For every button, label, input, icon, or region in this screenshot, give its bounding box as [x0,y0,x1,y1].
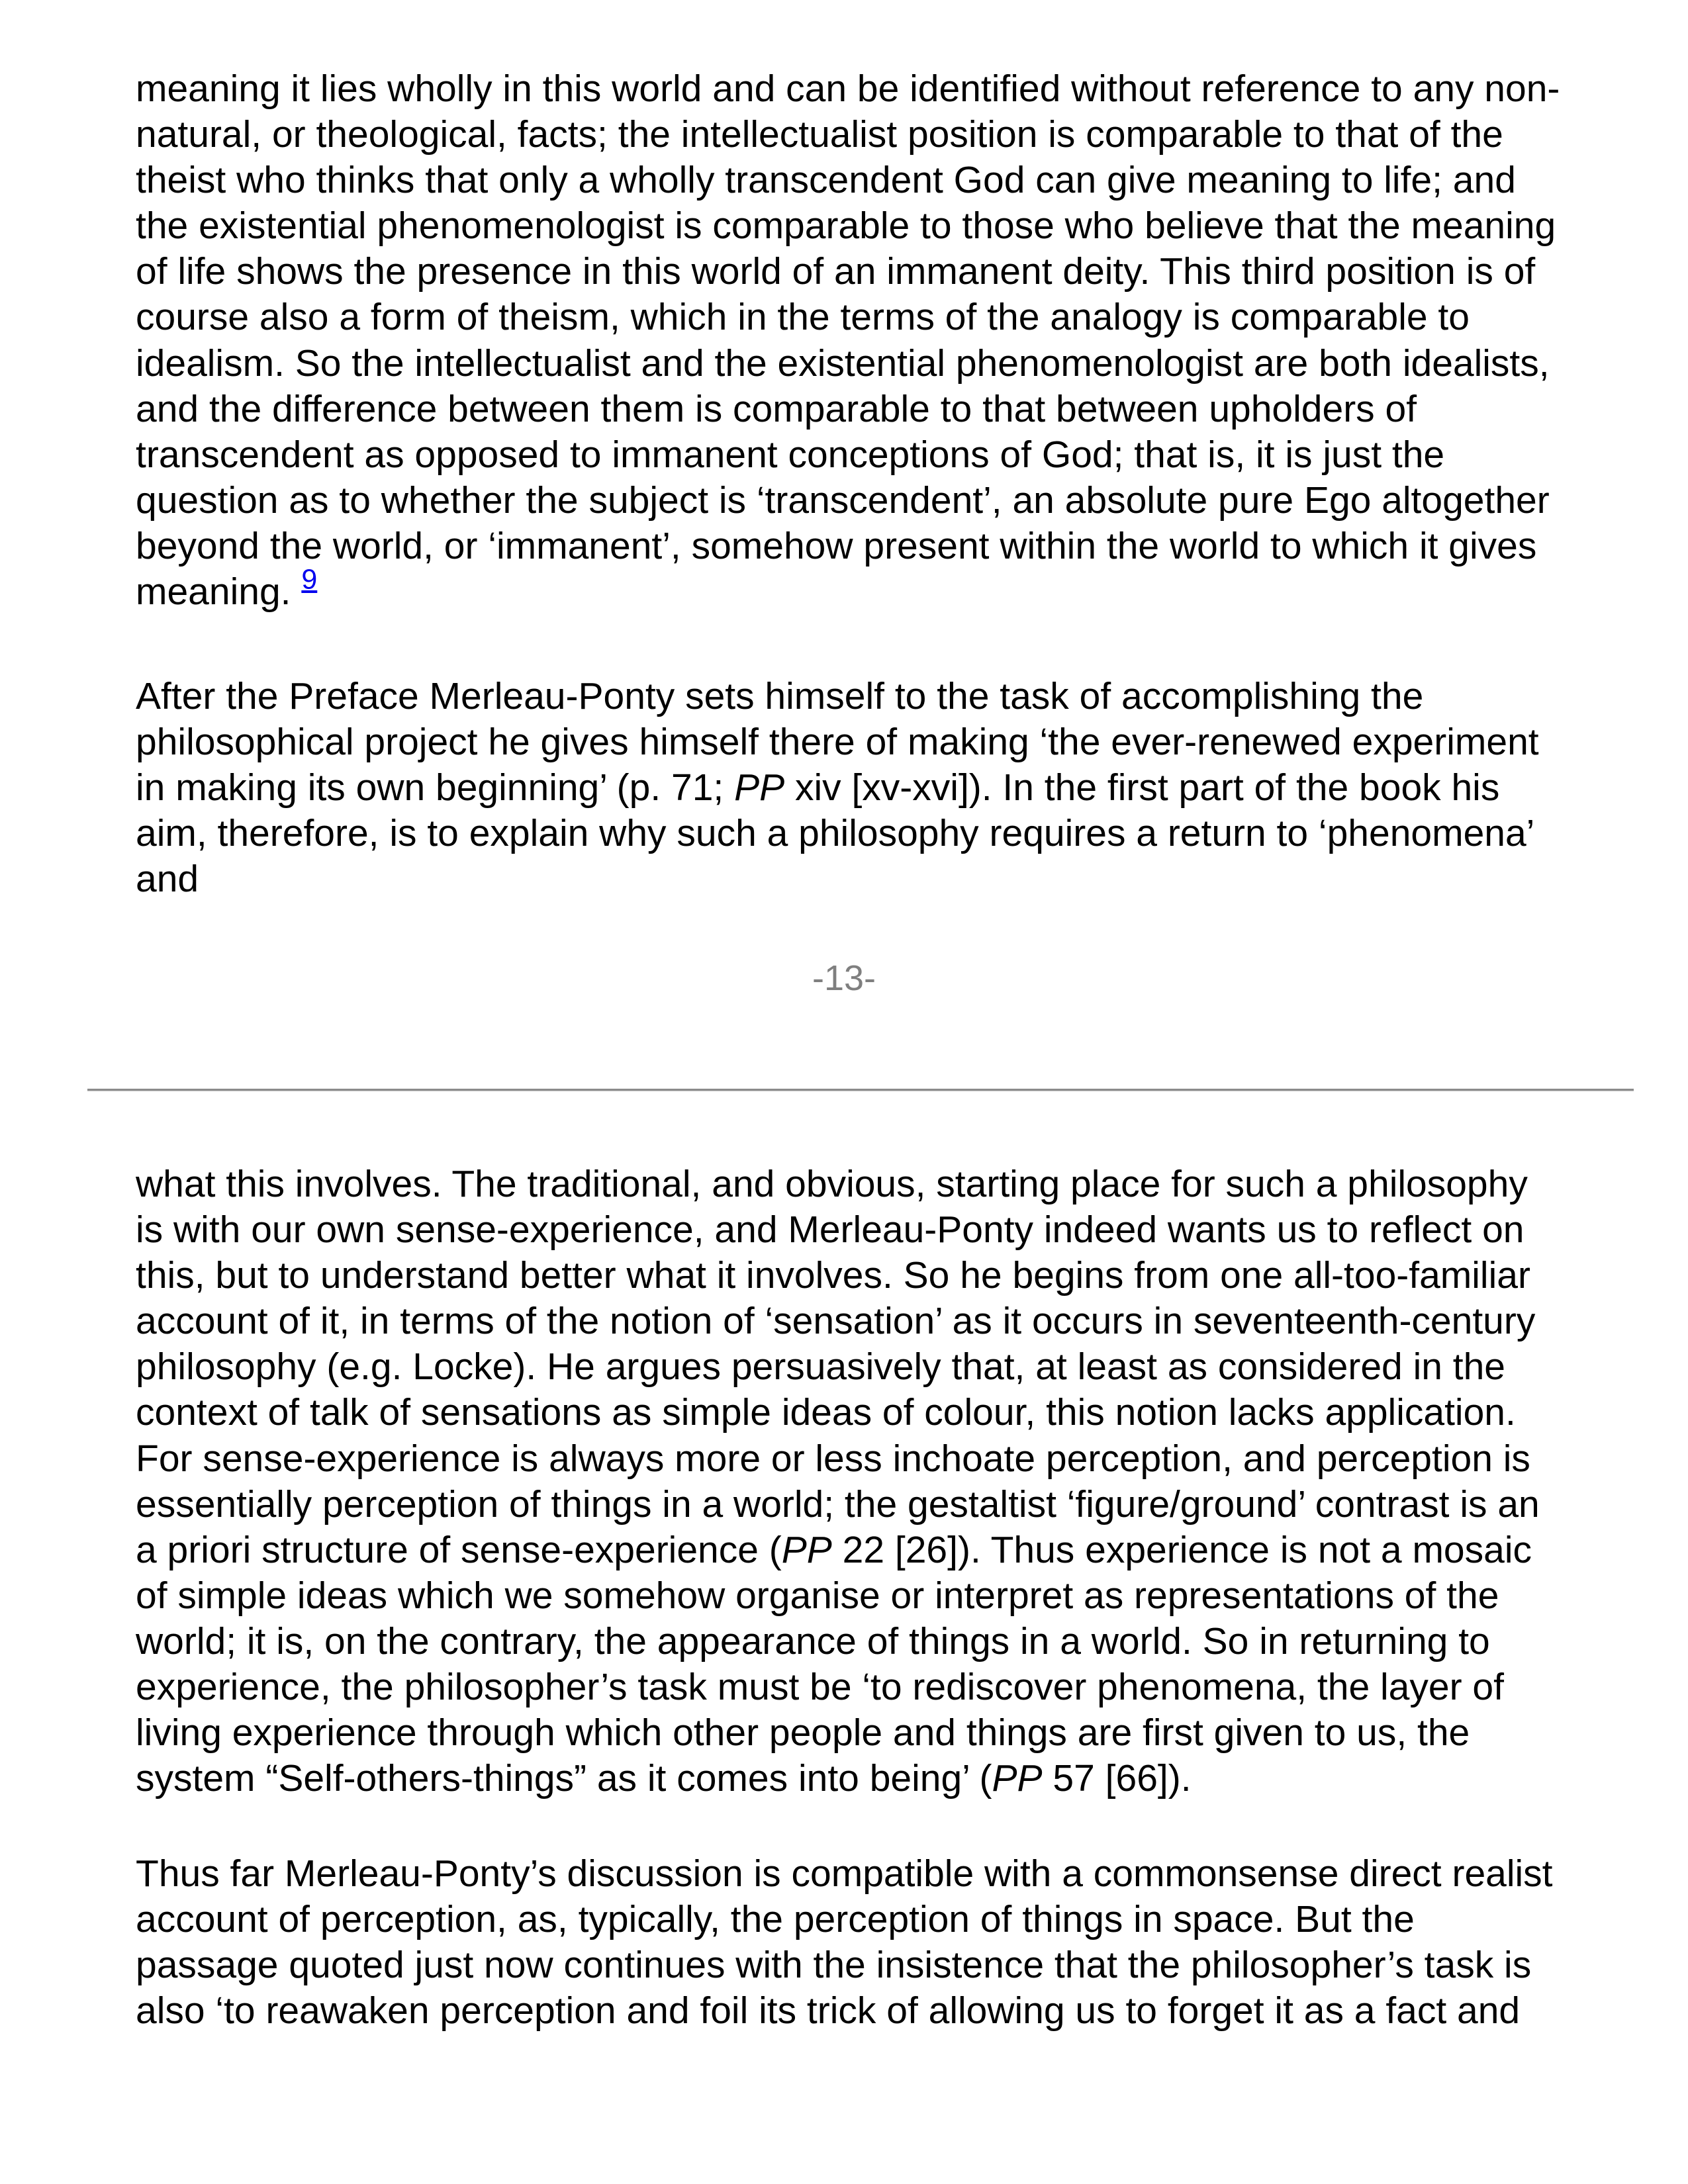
abbrev-pp: PP [992,1757,1043,1800]
text-line: meaning it lies wholly in this world and can be identified without reference to any non- [136,68,1560,110]
text-fragment: a priori structure of sense-experience ( [136,1528,782,1571]
page14-paragraph-1 [136,1161,1612,1801]
text-line: For sense-experience is always more or less inchoate perception, and perception is [136,1437,1530,1480]
text-line: and [136,858,199,901]
text-line: also ‘to reawaken perception and foil its trick of allowing us to forget it as a fact and [136,1989,1521,2032]
text-line: what this involves. The traditional, and obvious, starting place for such a philosophy [136,1163,1528,1205]
text-fragment: xiv [xv-xvi]). In the first part of the book his [784,766,1500,809]
text-fragment: 57 [66]). [1042,1757,1192,1800]
text-line: of simple ideas which we somehow organise or interpret as representations of the [136,1574,1499,1617]
text-fragment: system “Self-others-things” as it comes into being’ ( [136,1757,992,1800]
text-line: natural, or theological, facts; the intellectualist position is comparable to that of the [136,113,1503,156]
text-fragment: in making its own beginning’ (p. 71; [136,766,735,809]
text-line: philosophical project he gives himself there of making ‘the ever-renewed experiment [136,721,1539,764]
text-line: Thus far Merleau-Ponty’s discussion is compatible with a commonsense direct realist [136,1852,1553,1895]
abbrev-pp: PP [781,1528,832,1571]
page14-paragraph-2 [136,1851,1612,2034]
page13-paragraph-1 [136,66,1612,615]
text-line: aim, therefore, is to explain why such a philosophy requires a return to ‘phenomena’ [136,812,1535,855]
text-line: account of perception, as, typically, the perception of things in space. But the [136,1898,1415,1941]
text-line: is with our own sense-experience, and Merleau-Ponty indeed wants us to reflect on [136,1208,1524,1251]
text-line: this, but to understand better what it involves. So he begins from one all-too-familiar [136,1254,1530,1297]
text-line: passage quoted just now continues with the insistence that the philosopher’s task is [136,1944,1532,1987]
text-fragment: meaning. [136,570,291,614]
text-line: theist who thinks that only a wholly transcendent God can give meaning to life; and [136,159,1516,202]
text-line: the existential phenomenologist is comparable to those who believe that the meaning [136,205,1556,248]
text-line: experience, the philosopher’s task must be ‘to rediscover phenomena, the layer of [136,1666,1504,1709]
abbrev-pp: PP [734,766,785,809]
text-line: of life shows the presence in this world of an immanent deity. This third position is of [136,250,1536,293]
text-line: essentially perception of things in a world; the gestaltist ‘figure/ground’ contrast is an [136,1482,1540,1525]
text-line: world; it is, on the contrary, the appearance of things in a world. So in returning to [136,1619,1490,1662]
text-line: context of talk of sensations as simple ideas of colour, this notion lacks application. [136,1391,1516,1434]
text-line: account of it, in terms of the notion of ‘sensation’ as it occurs in seventeenth-century [136,1300,1536,1343]
text-line [136,1756,1612,1801]
text-line: philosophy (e.g. Locke). He argues persuasively that, at least as considered in the [136,1345,1506,1388]
text-line: and the difference between them is comparable to that between upholders of [136,387,1417,430]
page13-paragraph-2 [136,674,1612,902]
text-line: beyond the world, or ‘immanent’, somehow present within the world to which it gives [136,524,1537,567]
text-line [136,765,1612,811]
text-line-with-footnote [136,563,1612,615]
text-line: idealism. So the intellectualist and the existential phenomenologist are both idealists, [136,341,1550,385]
text-line: course also a form of theism, which in the terms of the analogy is comparable to [136,296,1470,339]
text-line: After the Preface Merleau-Ponty sets himself to the task of accomplishing the [136,675,1424,717]
page-divider [87,1089,1634,1091]
text-line: question as to whether the subject is ‘transcendent’, an absolute pure Ego altogether [136,478,1550,522]
text-fragment: 22 [26]). Thus experience is not a mosaic [831,1528,1532,1571]
text-line: living experience through which other people and things are first given to us, the [136,1711,1470,1754]
page-number: -13- [812,958,876,998]
text-line: transcendent as opposed to immanent conceptions of God; that is, it is just the [136,433,1445,476]
text-line [136,1527,1612,1573]
footnote-link-9[interactable]: 9 [301,563,318,596]
